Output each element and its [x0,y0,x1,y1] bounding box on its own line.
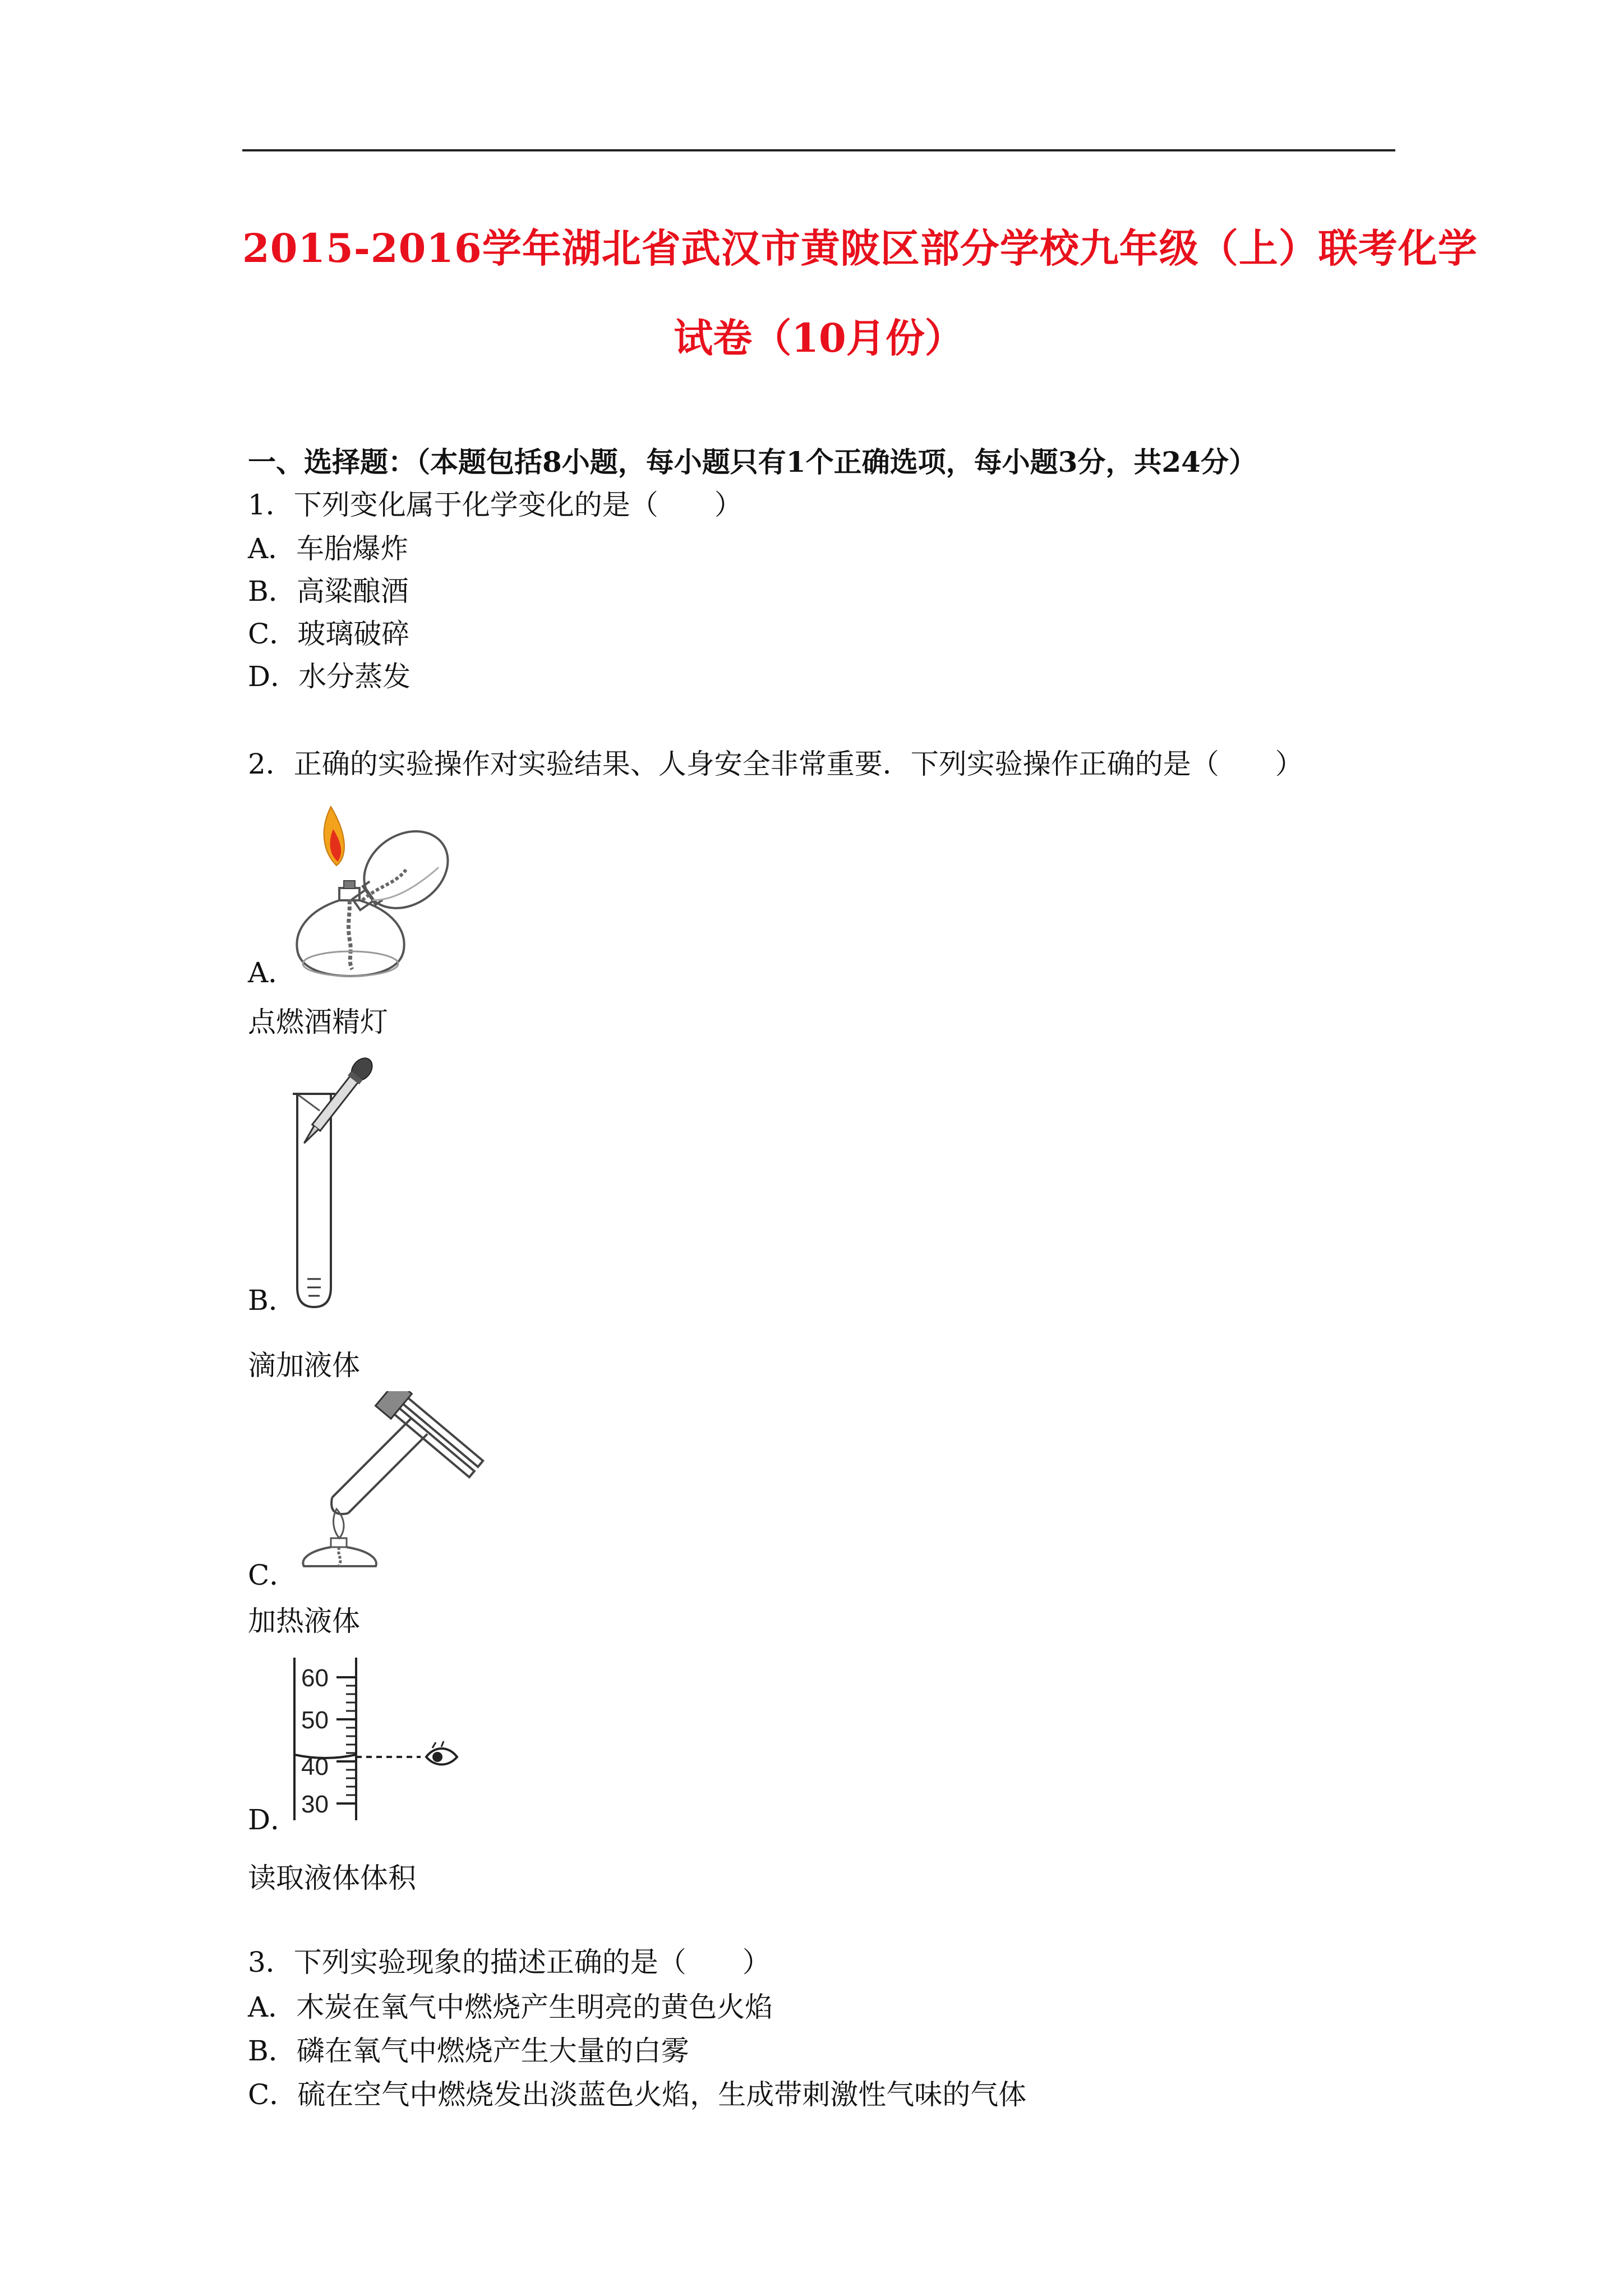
q1-option-b: B．高粱酿酒 [248,575,409,608]
exam-title-line1: 2015-2016学年湖北省武汉市黄陂区部分学校九年级（上）联考化学 [242,225,1478,272]
q3-stem: 3．下列实验现象的描述正确的是（ ） [248,1946,771,1978]
section-heading: 一、选择题：（本题包括8小题，每小题只有1个正确选项，每小题3分，共24分） [248,445,1257,478]
q2-option-b-letter: B． [248,1284,297,1317]
q2-stem: 2．正确的实验操作对实验结果、人身安全非常重要．下列实验操作正确的是（ ） [248,748,1303,780]
graduated-cylinder-figure [289,1655,468,1823]
q2-option-c-letter: C． [248,1559,298,1591]
q3-option-c: C．硫在空气中燃烧发出淡蓝色火焰，生成带刺激性气味的气体 [248,2078,1027,2111]
q3-option-b: B．磷在氧气中燃烧产生大量的白雾 [248,2035,689,2067]
q1-option-a: A．车胎爆炸 [248,532,409,565]
q1-stem: 1．下列变化属于化学变化的是（ ） [248,489,743,521]
q2-option-a-caption: 点燃酒精灯 [248,1006,388,1038]
exam-title-line2: 试卷（10月份） [674,315,964,361]
alcohol-lamp-figure [292,795,460,981]
q2-option-d-caption: 读取液体体积 [248,1862,416,1894]
q2-option-d-letter: D． [248,1803,299,1836]
q2-option-a-letter: A． [248,956,297,989]
q2-option-c-caption: 加热液体 [248,1605,360,1637]
scale-label-60: 60 [301,1664,329,1692]
q1-option-c: C．玻璃破碎 [248,618,410,650]
dropper-figure [286,1055,387,1313]
heating-figure [292,1391,494,1571]
q2-option-b-caption: 滴加液体 [248,1349,360,1382]
q1-option-d: D．水分蒸发 [248,660,411,693]
q3-option-a: A．木炭在氧气中燃烧产生明亮的黄色火焰 [248,1991,773,2023]
scale-label-40: 40 [301,1753,329,1780]
scale-label-30: 30 [301,1791,329,1818]
scale-label-50: 50 [301,1706,329,1734]
header-rule [242,149,1395,151]
